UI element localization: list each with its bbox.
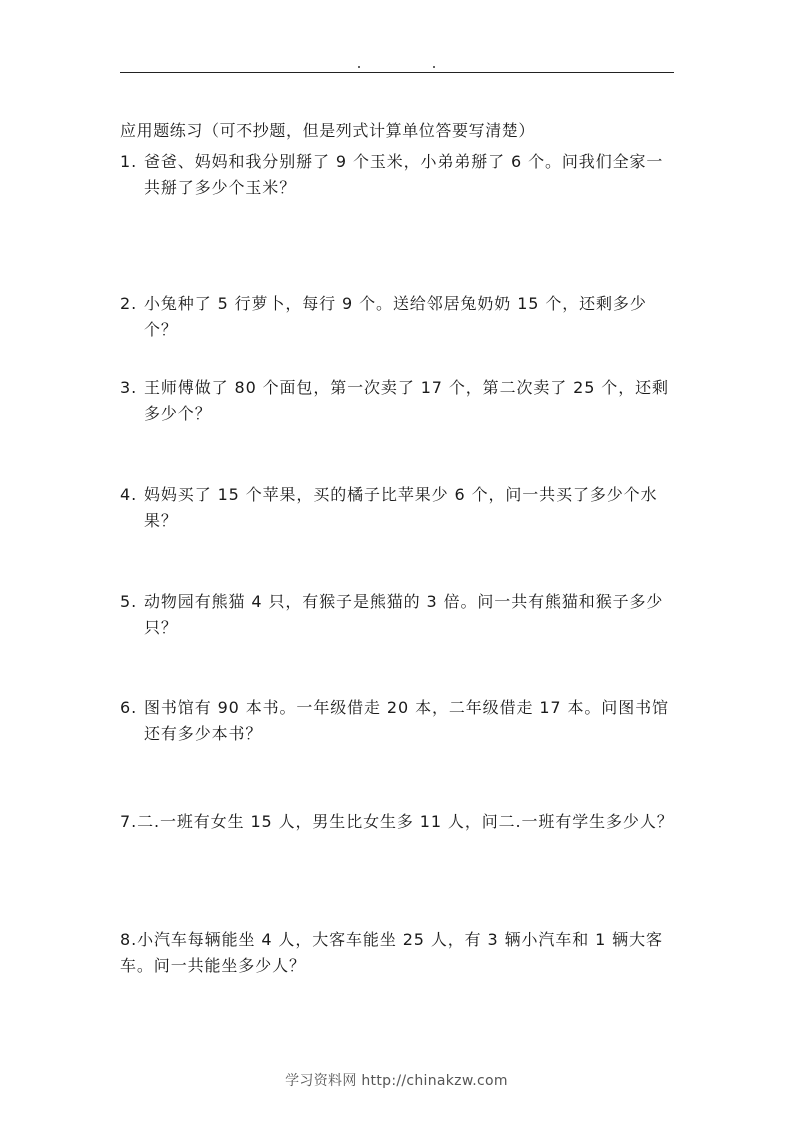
question-6 (120, 695, 676, 747)
question-7 (120, 809, 676, 835)
question-text: 王师傅做了 80 个面包，第一次卖了 17 个，第二次卖了 25 个，还剩多少个？ (144, 378, 669, 423)
question-text: 小汽车每辆能坐 4 人，大客车能坐 25 人，有 3 辆小汽车和 1 辆大客车。问一共能坐多少人？ (120, 930, 663, 975)
question-8 (120, 927, 676, 979)
question-1 (120, 149, 676, 201)
question-number: 2. (120, 294, 138, 313)
worksheet-body (120, 119, 676, 975)
question-text: 图书馆有 90 本书。一年级借走 20 本，二年级借走 17 本。问图书馆还有多少本书？ (144, 698, 669, 743)
question-5 (120, 589, 676, 641)
question-text: 二.一班有女生 15 人，男生比女生多 11 人，问二.一班有学生多少人？ (137, 812, 674, 831)
question-text: 小兔种了 5 行萝卜，每行 9 个。送给邻居兔奶奶 15 个，还剩多少个？ (144, 294, 647, 339)
question-text: 动物园有熊猫 4 只，有猴子是熊猫的 3 倍。问一共有熊猫和猴子多少只？ (144, 592, 664, 637)
question-4 (120, 482, 676, 534)
footer-watermark: 学习资料网 http://chinakzw.com (285, 1073, 508, 1089)
header-mark (358, 66, 360, 68)
question-number: 3. (120, 378, 138, 397)
question-number: 1. (120, 152, 138, 171)
question-number: 8. (120, 930, 138, 949)
header-rule (120, 72, 674, 73)
question-number: 5. (120, 592, 138, 611)
question-3 (120, 375, 676, 427)
question-number: 7. (120, 812, 138, 831)
question-number: 4. (120, 485, 138, 504)
question-number: 6. (120, 698, 138, 717)
question-text: 爸爸、妈妈和我分别掰了 9 个玉米，小弟弟掰了 6 个。问我们全家一共掰了多少个玉米？ (144, 152, 664, 197)
header-mark (433, 66, 435, 68)
instruction-text: 应用题练习（可不抄题，但是列式计算单位答要写清楚） (120, 121, 536, 140)
question-2 (120, 291, 676, 343)
question-text: 妈妈买了 15 个苹果，买的橘子比苹果少 6 个，问一共买了多少个水果？ (144, 485, 658, 530)
